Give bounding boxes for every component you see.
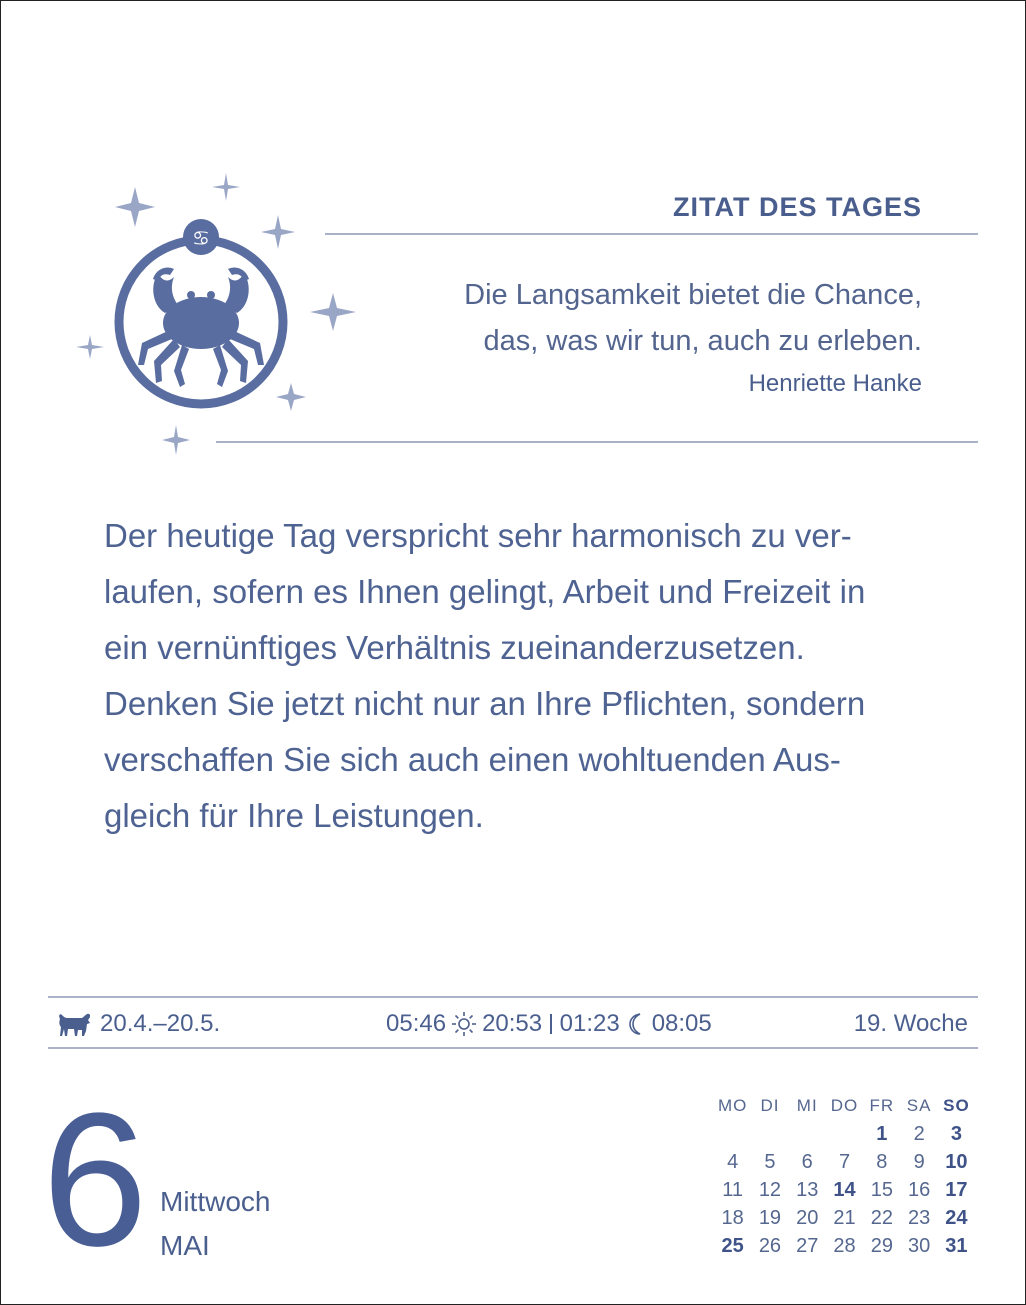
weekday-header: MO: [717, 1096, 748, 1115]
calendar-week-row: [714, 1204, 975, 1232]
horoscope-line: Der heutige Tag verspricht sehr harmonisch zu ver-: [104, 517, 852, 554]
calendar-day: 27: [796, 1234, 819, 1257]
calendar-day: 26: [758, 1234, 782, 1257]
calendar-week-row: [714, 1232, 975, 1260]
zodiac-range: [56, 1010, 220, 1038]
calendar-day: 31: [945, 1234, 968, 1257]
horoscope-line: verschaffen Sie sich auch einen wohltuenden Aus-: [104, 741, 841, 778]
weekday-header: FR: [869, 1096, 895, 1115]
calendar-day: 11: [722, 1178, 744, 1201]
moonset-time: 08:05: [651, 1010, 712, 1037]
quote-line: das, was wir tun, auch zu erleben.: [483, 325, 922, 357]
calendar-day: 7: [838, 1150, 851, 1173]
calendar-day: 23: [908, 1206, 931, 1229]
calendar-day: 15: [870, 1178, 893, 1201]
sun-icon: [451, 1011, 477, 1037]
quote-bottom-rule: [216, 441, 978, 443]
calendar-day: 2: [913, 1122, 925, 1145]
calendar-day: 5: [764, 1150, 776, 1173]
info-bar: [48, 1000, 978, 1048]
quote-line: Die Langsamkeit bietet die Chance,: [464, 279, 922, 311]
calendar-day: 1: [876, 1122, 888, 1145]
star-icon: [276, 383, 306, 411]
horoscope-line: Denken Sie jetzt nicht nur an Ihre Pflichten, sondern: [104, 685, 866, 722]
calendar-day: 10: [945, 1150, 968, 1173]
cancer-glyph-icon: ♋: [192, 226, 210, 250]
calendar-day: 19: [758, 1206, 782, 1229]
calendar-day: 24: [945, 1206, 968, 1229]
calendar-day: 6: [801, 1150, 813, 1173]
quote-top-rule: [325, 233, 978, 235]
calendar-day: 14: [833, 1178, 856, 1201]
weekday-header: DI: [760, 1096, 780, 1115]
calendar-week-row: [714, 1120, 975, 1148]
star-icon: [115, 187, 155, 227]
calendar-day: 25: [721, 1234, 744, 1257]
calendar-day: 3: [950, 1122, 962, 1145]
calendar-day: 16: [908, 1178, 931, 1201]
moonrise-time: 01:23: [559, 1010, 620, 1037]
calendar-day: 18: [721, 1206, 744, 1229]
day-number: 6: [42, 1074, 148, 1286]
horoscope-line: laufen, sofern es Ihnen gelingt, Arbeit und Freizeit in: [104, 573, 866, 610]
star-icon: [261, 215, 295, 249]
info-top-rule: [48, 996, 978, 998]
star-icon: [162, 425, 190, 455]
star-icon: [76, 335, 104, 359]
month-label: MAI: [160, 1230, 210, 1261]
weekday-header: DO: [830, 1096, 859, 1115]
weekday-label: Mittwoch: [160, 1186, 271, 1217]
star-icon: [310, 293, 356, 331]
weekday-header: SA: [906, 1096, 932, 1115]
crab-icon: [138, 267, 264, 387]
calendar-day: 22: [870, 1206, 893, 1229]
taurus-bull-icon: [56, 1011, 94, 1037]
calendar-header-row: [714, 1092, 975, 1120]
quote-author: Henriette Hanke: [748, 370, 922, 397]
moon-icon: [625, 1012, 647, 1036]
info-bottom-rule: [48, 1047, 978, 1049]
calendar-day: 20: [796, 1206, 819, 1229]
quote-text: [362, 272, 922, 364]
weekday-header: SO: [943, 1096, 970, 1115]
calendar-day: 4: [727, 1150, 739, 1173]
calendar-day: 30: [908, 1234, 931, 1257]
calendar-day: 9: [913, 1150, 925, 1173]
calendar-day: 29: [870, 1234, 893, 1257]
calendar-day: 8: [876, 1150, 888, 1173]
weekday-header: MI: [796, 1096, 818, 1115]
calendar-week-row: [714, 1148, 975, 1176]
sun-moon-times: [386, 1010, 712, 1038]
calendar-day: 21: [833, 1206, 856, 1229]
calendar-day: 13: [796, 1178, 819, 1201]
month-calendar: [714, 1092, 975, 1260]
calendar-day: 12: [758, 1178, 782, 1201]
divider: [550, 1014, 552, 1034]
sign-range: 20.4.–20.5.: [100, 1010, 221, 1037]
horoscope-line: ein vernünftiges Verhältnis zueinanderzusetzen.: [104, 629, 805, 666]
calendar-body: [714, 1120, 975, 1260]
calendar-week-row: [714, 1176, 975, 1204]
cancer-crab-icon: [70, 165, 370, 465]
horoscope-text: [104, 508, 934, 844]
star-icon: [212, 173, 240, 201]
sunset-time: 20:53: [482, 1010, 543, 1037]
horoscope-line: gleich für Ihre Leistungen.: [104, 797, 484, 834]
quote-title: ZITAT DES TAGES: [673, 192, 922, 222]
week-number: 19. Woche: [853, 1010, 968, 1037]
sunrise-time: 05:46: [386, 1010, 447, 1037]
calendar-day: 17: [945, 1178, 968, 1201]
calendar-day: 28: [833, 1234, 856, 1257]
